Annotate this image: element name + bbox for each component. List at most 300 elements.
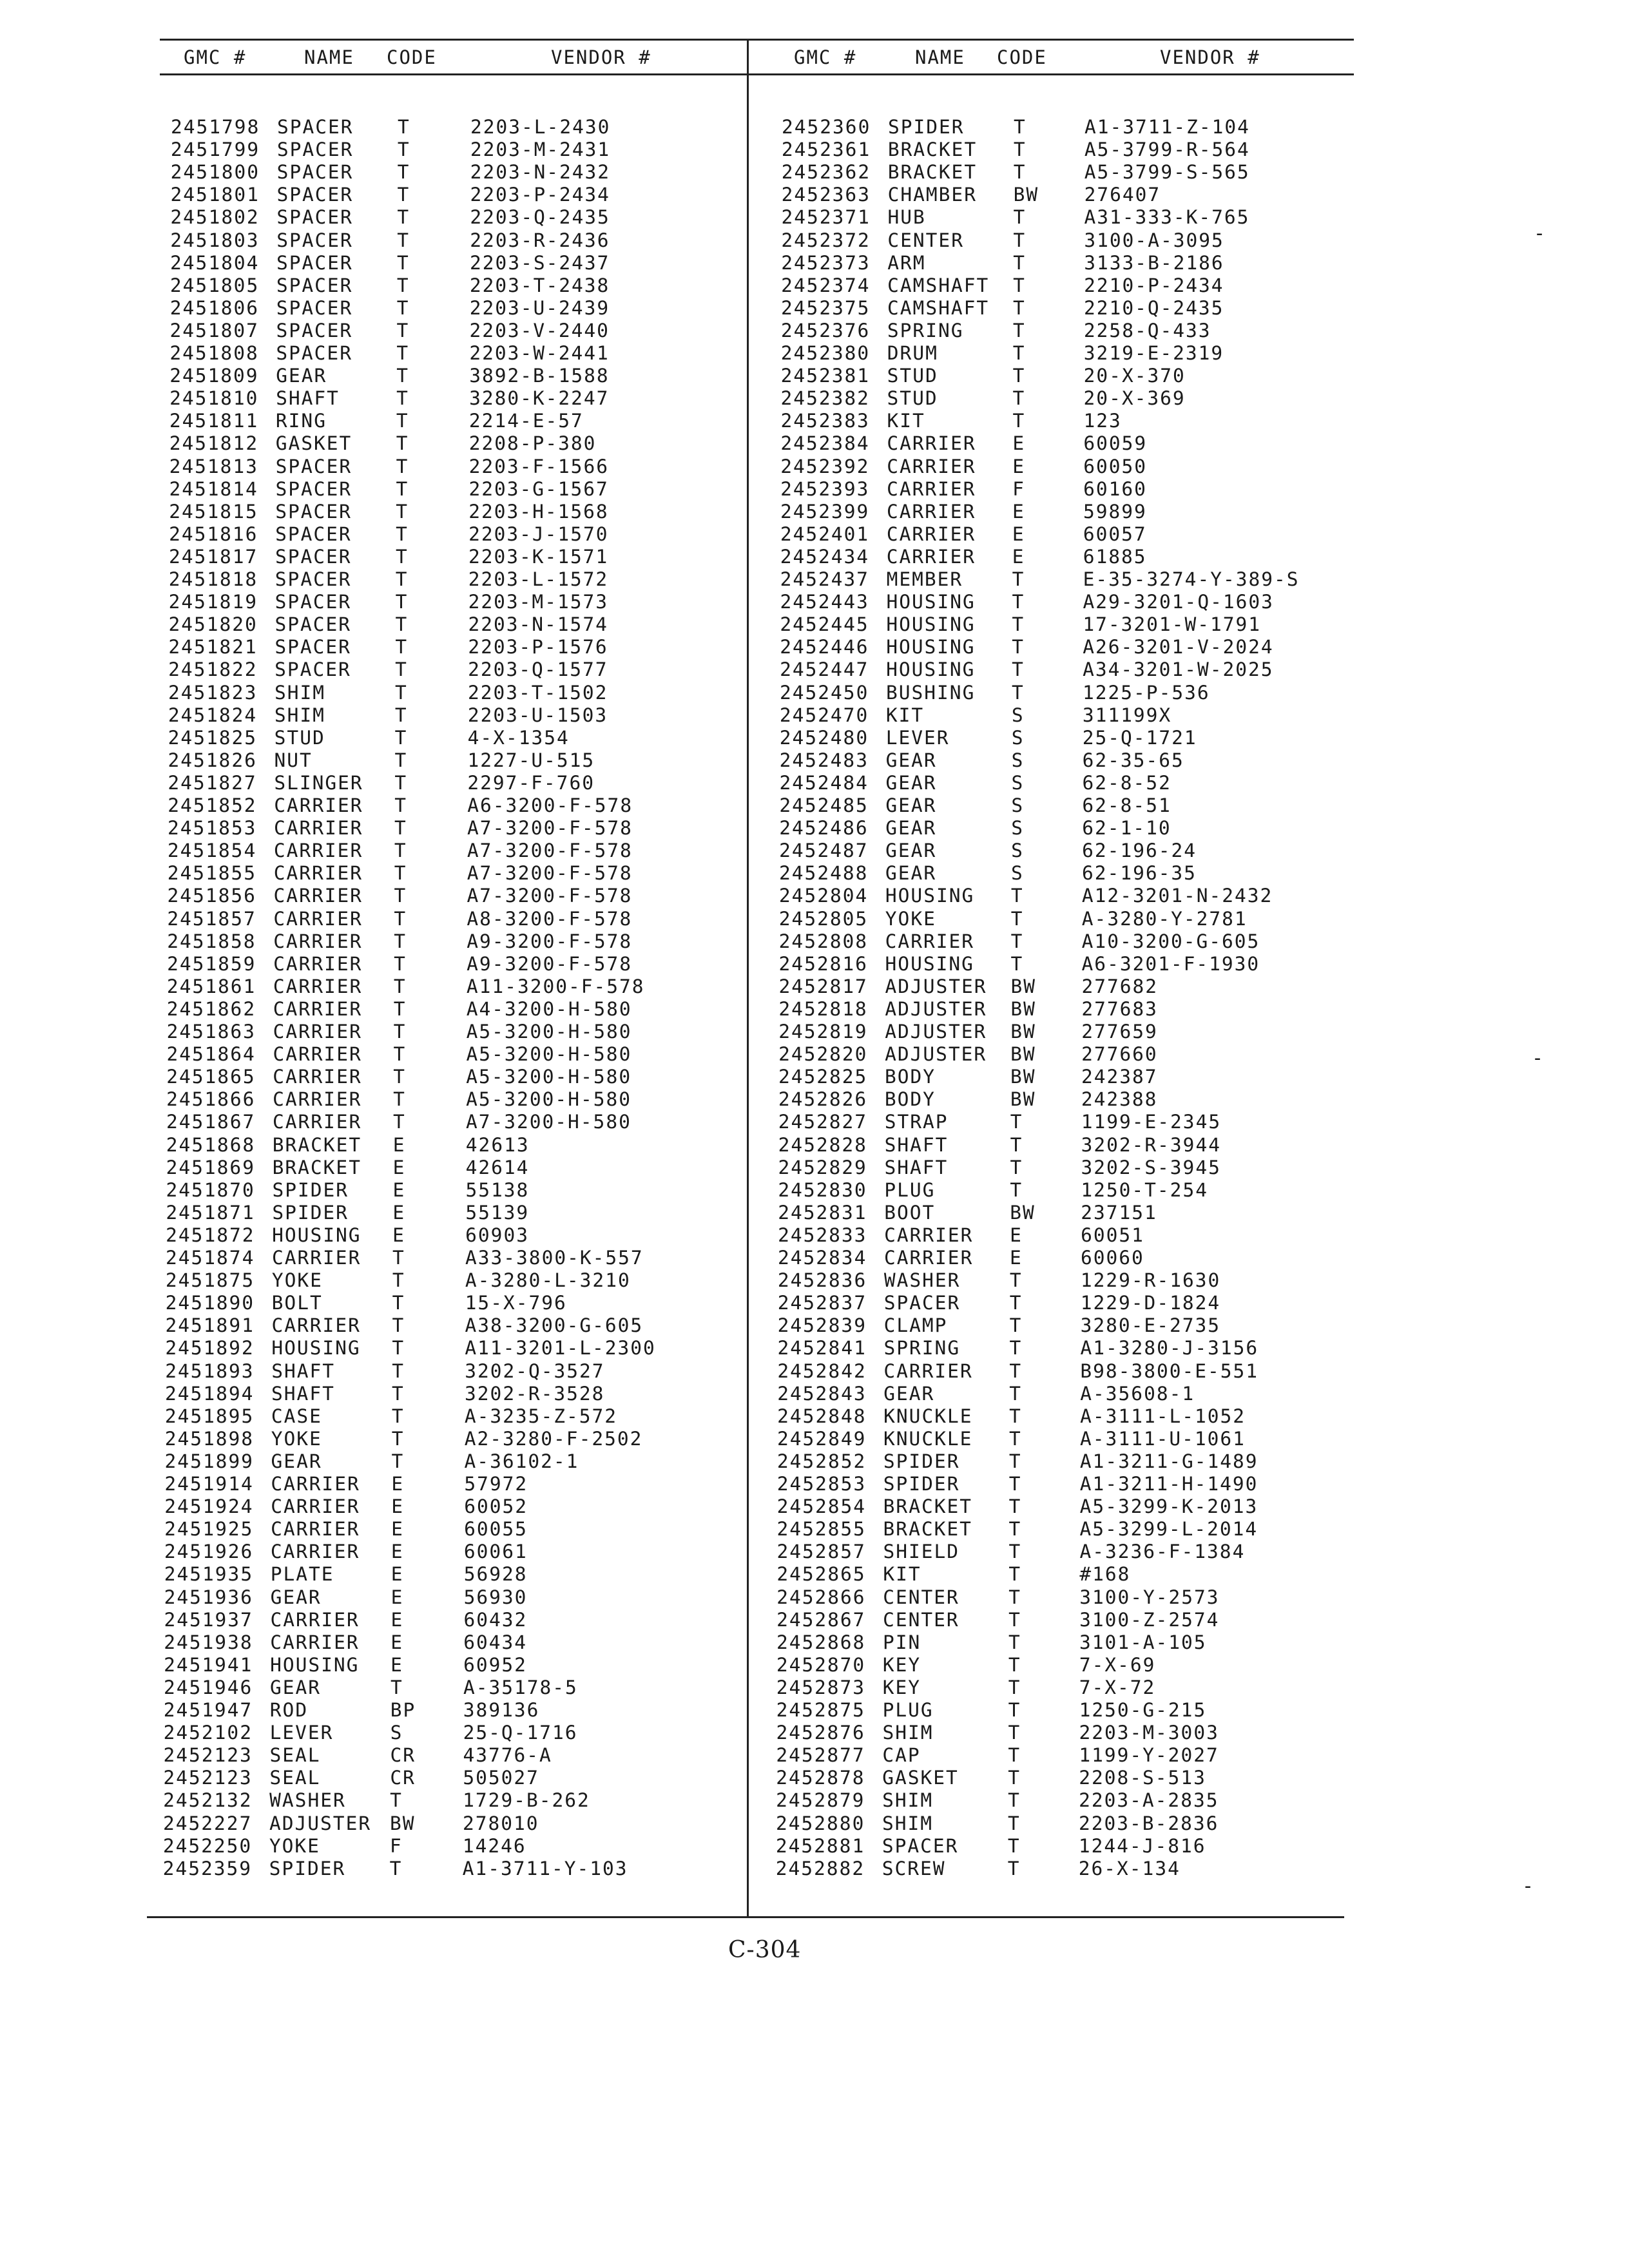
cell-name: SPACER (275, 545, 352, 568)
cell-gmc: 2451870 (166, 1178, 255, 1201)
cell-name: GEAR (269, 1676, 321, 1698)
cell-code: T (390, 1676, 403, 1698)
cell-gmc: 2452857 (776, 1541, 866, 1563)
cell-name: CARRIER (271, 1314, 361, 1337)
cell-name: BODY (884, 1066, 936, 1088)
cell-code: T (1010, 1111, 1023, 1133)
table-row (781, 320, 1361, 342)
cell-code: T (1012, 319, 1026, 341)
cell-vendor: 7-X-69 (1079, 1653, 1156, 1676)
cell-gmc: 2452371 (781, 206, 871, 229)
table-row (780, 704, 1360, 727)
cell-vendor: A-35608-1 (1080, 1382, 1195, 1405)
cell-vendor: 3202-Q-3527 (465, 1360, 605, 1382)
cell-vendor: 3100-Z-2574 (1079, 1608, 1220, 1631)
cell-vendor: A5-3200-H-580 (466, 1043, 632, 1066)
header-name: NAME (915, 46, 965, 68)
cell-code: T (392, 1292, 405, 1314)
table-row (167, 908, 747, 930)
cell-code: CR (390, 1744, 416, 1767)
cell-gmc: 2452437 (780, 568, 869, 590)
cell-gmc: 2452381 (780, 365, 870, 387)
cell-name: SPACER (275, 613, 352, 636)
cell-name: SPACER (275, 658, 351, 681)
cell-code: T (1010, 1178, 1023, 1201)
cell-code: T (397, 139, 410, 161)
cell-code: F (389, 1834, 403, 1857)
cell-name: RING (275, 410, 327, 432)
cell-gmc: 2452384 (780, 432, 870, 455)
cell-name: CAP (882, 1744, 921, 1767)
cell-name: CASE (271, 1405, 322, 1427)
cell-code: T (396, 319, 410, 341)
cell-gmc: 2452841 (777, 1337, 867, 1360)
cell-gmc: 2451938 (164, 1631, 253, 1653)
table-row (779, 953, 1359, 975)
cell-vendor: 59899 (1083, 500, 1147, 523)
cell-name: CARRIER (273, 997, 363, 1020)
cell-code: S (1011, 726, 1025, 749)
cell-vendor: 62-196-24 (1082, 840, 1197, 862)
table-row (782, 184, 1362, 206)
cell-name: KEY (882, 1653, 921, 1676)
cell-gmc: 2451898 (164, 1427, 255, 1450)
cell-gmc: 2452836 (777, 1269, 867, 1292)
cell-vendor: 60051 (1081, 1224, 1144, 1246)
table-row (779, 930, 1359, 953)
cell-code: T (1010, 885, 1024, 907)
cell-gmc: 2452362 (781, 161, 871, 184)
table-row (777, 1495, 1357, 1518)
cell-code: E (390, 1541, 404, 1563)
cell-gmc: 2451811 (169, 410, 259, 432)
cell-name: SPACER (276, 229, 353, 251)
cell-code: T (1010, 907, 1024, 930)
cell-name: SHIELD (883, 1541, 960, 1563)
table-row (781, 297, 1361, 320)
cell-vendor: 2210-Q-2435 (1084, 296, 1224, 319)
cell-code: E (392, 1133, 406, 1156)
cell-name: GEAR (271, 1450, 322, 1472)
table-row (776, 1699, 1356, 1722)
cell-vendor: A34-3201-W-2025 (1083, 658, 1274, 681)
cell-vendor: 57972 (464, 1473, 528, 1495)
cell-name: SPACER (276, 342, 352, 364)
cell-vendor: 3219-E-2319 (1083, 342, 1224, 364)
cell-gmc: 2452849 (777, 1427, 867, 1450)
table-row (780, 501, 1360, 523)
table-row (778, 1224, 1358, 1247)
cell-gmc: 2452829 (778, 1156, 867, 1178)
cell-vendor: 1229-R-1630 (1080, 1269, 1221, 1292)
cell-gmc: 2452374 (781, 274, 871, 296)
cell-name: CARRIER (887, 432, 976, 455)
cell-vendor: A-3111-U-1061 (1080, 1427, 1246, 1450)
cell-vendor: A33-3800-K-557 (465, 1247, 644, 1269)
table-row (776, 1812, 1356, 1835)
table-row (163, 1767, 743, 1789)
cell-vendor: A29-3201-Q-1603 (1083, 591, 1274, 613)
cell-name: SHAFT (884, 1156, 949, 1178)
cell-code: T (1012, 681, 1025, 704)
cell-vendor: 42613 (465, 1133, 530, 1156)
table-row (167, 998, 747, 1021)
cell-code: T (1008, 1631, 1021, 1653)
cell-name: HOUSING (886, 636, 976, 658)
cell-code: T (395, 613, 409, 636)
cell-gmc: 2451808 (169, 342, 259, 364)
cell-code: BW (1010, 975, 1036, 997)
cell-name: LEVER (885, 726, 950, 749)
cell-code: T (398, 116, 410, 138)
cell-code: T (1008, 1473, 1022, 1495)
cell-vendor: 60160 (1083, 477, 1147, 500)
cell-gmc: 2452820 (778, 1043, 868, 1066)
cell-vendor: 60903 (465, 1224, 529, 1246)
cell-gmc: 2452470 (779, 704, 869, 726)
table-row (167, 1021, 747, 1043)
cell-vendor: A9-3200-F-578 (467, 952, 632, 975)
table-row (168, 704, 748, 727)
cell-code: T (390, 1789, 403, 1812)
cell-name: CARRIER (273, 930, 363, 952)
cell-name: GEAR (885, 817, 937, 840)
table-row (165, 1360, 745, 1383)
cell-gmc: 2452855 (776, 1518, 866, 1541)
cell-code: E (1010, 1247, 1023, 1269)
cell-code: T (397, 184, 410, 206)
cell-name: CARRIER (270, 1541, 360, 1563)
cell-vendor: A1-3280-J-3156 (1080, 1337, 1259, 1360)
table-row (780, 456, 1360, 478)
cell-gmc: 2452123 (163, 1744, 253, 1767)
cell-name: PLATE (270, 1563, 334, 1586)
cell-code: T (395, 591, 409, 613)
header-bottom-rule (160, 73, 1354, 75)
table-row (778, 1314, 1358, 1337)
cell-name: CARRIER (886, 500, 976, 523)
cell-name: CARRIER (884, 1224, 974, 1246)
cell-gmc: 2451872 (166, 1224, 255, 1246)
table-row (164, 1631, 744, 1654)
cell-code: T (1007, 1834, 1021, 1857)
table-row (779, 840, 1359, 862)
cell-code: T (1009, 1405, 1022, 1427)
cell-name: SEAL (269, 1744, 321, 1767)
cell-code: T (392, 1382, 405, 1405)
cell-name: SHIM (275, 681, 326, 704)
cell-vendor: 42614 (465, 1156, 530, 1178)
cell-name: STUD (887, 387, 938, 410)
cell-gmc: 2451875 (165, 1269, 255, 1292)
table-row (780, 546, 1360, 568)
cell-name: SPIDER (883, 1473, 960, 1495)
table-row (166, 1066, 746, 1088)
cell-vendor: 55139 (465, 1201, 530, 1224)
cell-gmc: 2452880 (776, 1812, 865, 1834)
cell-code: T (1008, 1495, 1022, 1518)
cell-vendor: A7-3200-F-578 (467, 840, 633, 862)
cell-name: ARM (887, 251, 926, 274)
cell-gmc: 2451806 (169, 296, 260, 319)
cell-code: E (1010, 1224, 1023, 1246)
table-row (169, 591, 749, 613)
cell-vendor: 237151 (1081, 1201, 1157, 1224)
table-row (776, 1654, 1356, 1677)
cell-code: T (396, 387, 409, 410)
cell-vendor: 2203-V-2440 (469, 319, 610, 341)
cell-code: BW (1010, 997, 1036, 1020)
table-row (169, 365, 749, 387)
table-row (780, 591, 1360, 613)
cell-gmc: 2452828 (778, 1133, 867, 1156)
cell-code: T (394, 771, 408, 794)
cell-gmc: 2451935 (164, 1563, 254, 1586)
cell-name: STUD (887, 365, 938, 387)
cell-code: T (1008, 1722, 1021, 1744)
cell-name: WASHER (269, 1789, 346, 1812)
cell-gmc: 2452102 (163, 1722, 253, 1744)
cell-vendor: A4-3200-H-580 (466, 997, 632, 1020)
cell-gmc: 2452819 (778, 1021, 868, 1043)
cell-gmc: 2451826 (168, 749, 257, 771)
cell-name: BRACKET (883, 1518, 972, 1541)
cell-vendor: 2203-P-2434 (470, 184, 610, 206)
cell-code: BW (1010, 1021, 1036, 1043)
cell-name: ADJUSTER (885, 1021, 987, 1043)
cell-gmc: 2451852 (168, 794, 257, 816)
table-row (169, 546, 749, 568)
cell-code: E (391, 1518, 404, 1541)
cell-name: CAMSHAFT (887, 274, 990, 296)
cell-name: BUSHING (886, 681, 976, 704)
cell-code: T (394, 930, 407, 952)
cell-code: T (393, 997, 407, 1020)
cell-vendor: A5-3799-R-564 (1084, 139, 1250, 161)
cell-gmc: 2451867 (166, 1111, 256, 1133)
cell-gmc: 2452842 (777, 1360, 867, 1382)
cell-gmc: 2451812 (169, 432, 259, 455)
cell-vendor: 1250-G-215 (1079, 1699, 1207, 1721)
table-row (782, 116, 1362, 139)
cell-vendor: 2203-L-2430 (470, 116, 611, 138)
cell-name: CARRIER (272, 1111, 362, 1133)
cell-vendor: 62-1-10 (1082, 817, 1171, 840)
cell-name: KEY (882, 1676, 921, 1698)
cell-name: CARRIER (273, 1043, 362, 1066)
cell-gmc: 2451899 (164, 1450, 254, 1472)
cell-code: E (1012, 545, 1025, 568)
cell-gmc: 2451813 (169, 455, 258, 477)
cell-code: E (392, 1178, 406, 1201)
cell-vendor: 1227-U-515 (467, 749, 595, 771)
cell-code: S (1011, 771, 1025, 794)
cell-name: YOKE (271, 1269, 323, 1292)
cell-name: CARRIER (886, 545, 976, 568)
margin-mark: - (1532, 1047, 1544, 1070)
table-row (170, 297, 750, 320)
cell-vendor: 60057 (1083, 523, 1147, 545)
cell-gmc: 2452375 (781, 296, 871, 319)
cell-name: KNUCKLE (883, 1427, 973, 1450)
cell-code: T (1013, 251, 1027, 274)
cell-vendor: 311199X (1082, 704, 1172, 726)
cell-code: T (1010, 952, 1024, 975)
cell-name: CARRIER (270, 1608, 360, 1631)
header-code: CODE (387, 46, 437, 68)
cell-vendor: 3280-K-2247 (469, 387, 610, 410)
table-row (164, 1609, 744, 1631)
cell-code: T (395, 545, 409, 568)
cell-vendor: 2203-L-1572 (468, 568, 609, 590)
table-row (168, 636, 748, 658)
cell-vendor: A12-3201-N-2432 (1081, 885, 1273, 907)
cell-gmc: 2452805 (778, 907, 869, 930)
cell-name: HOUSING (270, 1653, 360, 1676)
cell-name: SPACER (276, 139, 354, 161)
cell-name: SLINGER (274, 771, 363, 794)
cell-gmc: 2452848 (777, 1405, 867, 1427)
table-row (165, 1337, 745, 1360)
cell-vendor: 20-X-369 (1083, 387, 1186, 410)
cell-vendor: 2203-M-1573 (468, 591, 608, 613)
cell-gmc: 2451856 (167, 885, 256, 907)
table-row (776, 1586, 1356, 1609)
cell-code: E (391, 1473, 405, 1495)
cell-code: BW (1010, 1043, 1036, 1066)
cell-gmc: 2452383 (780, 410, 870, 432)
cell-code: T (397, 251, 410, 274)
table-row (776, 1767, 1356, 1789)
cell-vendor: 2203-B-2836 (1079, 1812, 1219, 1834)
table-row (167, 975, 747, 998)
table-row (168, 840, 747, 862)
cell-vendor: A5-3200-H-580 (466, 1088, 631, 1111)
cell-code: T (395, 681, 408, 704)
cell-vendor: A-3280-L-3210 (465, 1269, 631, 1292)
cell-name: CHAMBER (887, 184, 977, 206)
cell-name: CARRIER (273, 862, 363, 885)
cell-vendor: 14246 (462, 1834, 526, 1857)
cell-gmc: 2452870 (776, 1653, 866, 1676)
cell-code: T (391, 1405, 405, 1427)
cell-gmc: 2452393 (780, 477, 870, 500)
cell-name: SPIDER (272, 1178, 349, 1201)
cell-vendor: 2203-A-2835 (1079, 1789, 1219, 1812)
cell-gmc: 2452132 (163, 1789, 253, 1812)
cell-code: T (396, 477, 409, 500)
cell-gmc: 2452854 (776, 1495, 866, 1518)
cell-gmc: 2451946 (163, 1676, 253, 1698)
cell-code: T (394, 952, 407, 975)
table-row (168, 772, 747, 794)
cell-gmc: 2452392 (780, 455, 870, 477)
cell-gmc: 2452380 (780, 342, 871, 364)
cell-gmc: 2452853 (776, 1473, 867, 1495)
cell-gmc: 2451819 (168, 591, 258, 613)
cell-vendor: 2203-Q-2435 (470, 206, 610, 229)
table-row (168, 749, 748, 772)
cell-vendor: A5-3299-K-2013 (1079, 1495, 1258, 1518)
cell-code: T (1013, 139, 1027, 161)
cell-vendor: 2203-R-2436 (470, 229, 610, 251)
cell-name: SPACER (276, 319, 353, 341)
cell-code: CR (390, 1767, 416, 1789)
table-row (777, 1405, 1357, 1428)
cell-gmc: 2451895 (164, 1405, 255, 1427)
table-row (780, 658, 1360, 681)
table-row (164, 1722, 744, 1744)
cell-gmc: 2451891 (165, 1314, 255, 1337)
cell-gmc: 2452486 (779, 817, 869, 840)
cell-gmc: 2451874 (166, 1247, 255, 1269)
cell-vendor: 20-X-370 (1083, 365, 1186, 387)
table-row (777, 1450, 1357, 1473)
cell-gmc: 2452361 (781, 139, 871, 161)
cell-name: PIN (882, 1631, 921, 1653)
table-row (166, 1179, 746, 1202)
cell-vendor: 60952 (463, 1653, 527, 1676)
cell-code: T (394, 794, 407, 816)
cell-code: T (1012, 568, 1025, 590)
cell-name: SPACER (276, 184, 354, 206)
cell-vendor: A6-3201-F-1930 (1081, 952, 1260, 975)
cell-code: E (392, 1201, 406, 1224)
table-row (777, 1473, 1357, 1495)
cell-name: SPACER (275, 477, 352, 500)
cell-code: BW (390, 1812, 416, 1834)
table-row (164, 1541, 744, 1563)
table-row (778, 975, 1358, 998)
cell-name: CARRIER (886, 523, 976, 545)
cell-name: GEAR (885, 862, 937, 885)
cell-vendor: A-35178-5 (463, 1676, 578, 1698)
cell-name: YOKE (269, 1834, 320, 1857)
table-row (777, 1518, 1357, 1541)
cell-gmc: 2452839 (777, 1314, 867, 1337)
cell-code: BW (1010, 1066, 1036, 1088)
cell-gmc: 2452833 (778, 1224, 867, 1246)
table-row (781, 274, 1361, 297)
cell-code: T (395, 658, 408, 681)
cell-code: E (1012, 523, 1025, 545)
cell-gmc: 2452875 (776, 1699, 865, 1721)
table-row (164, 1654, 744, 1677)
cell-gmc: 2452363 (781, 184, 871, 206)
table-row (171, 116, 751, 139)
cell-vendor: 1244-J-816 (1078, 1834, 1206, 1857)
table-row (776, 1677, 1356, 1699)
table-row (779, 862, 1359, 885)
cell-code: T (394, 726, 408, 749)
cell-vendor: 3133-B-2186 (1084, 251, 1224, 274)
cell-name: CARRIER (883, 1360, 973, 1382)
cell-gmc: 2452852 (776, 1450, 867, 1472)
cell-name: SHIM (882, 1722, 934, 1744)
table-row (168, 613, 748, 636)
cell-code: T (393, 1088, 406, 1111)
cell-vendor: 1199-Y-2027 (1079, 1744, 1219, 1767)
table-row (781, 342, 1361, 365)
table-row (170, 320, 750, 342)
cell-gmc: 2452250 (162, 1834, 253, 1857)
cell-gmc: 2452488 (779, 862, 869, 885)
cell-gmc: 2452487 (779, 840, 869, 862)
table-row (782, 161, 1362, 184)
cell-vendor: 2208-S-513 (1079, 1767, 1206, 1789)
cell-code: E (391, 1495, 404, 1518)
cell-name: PLUG (882, 1699, 934, 1721)
